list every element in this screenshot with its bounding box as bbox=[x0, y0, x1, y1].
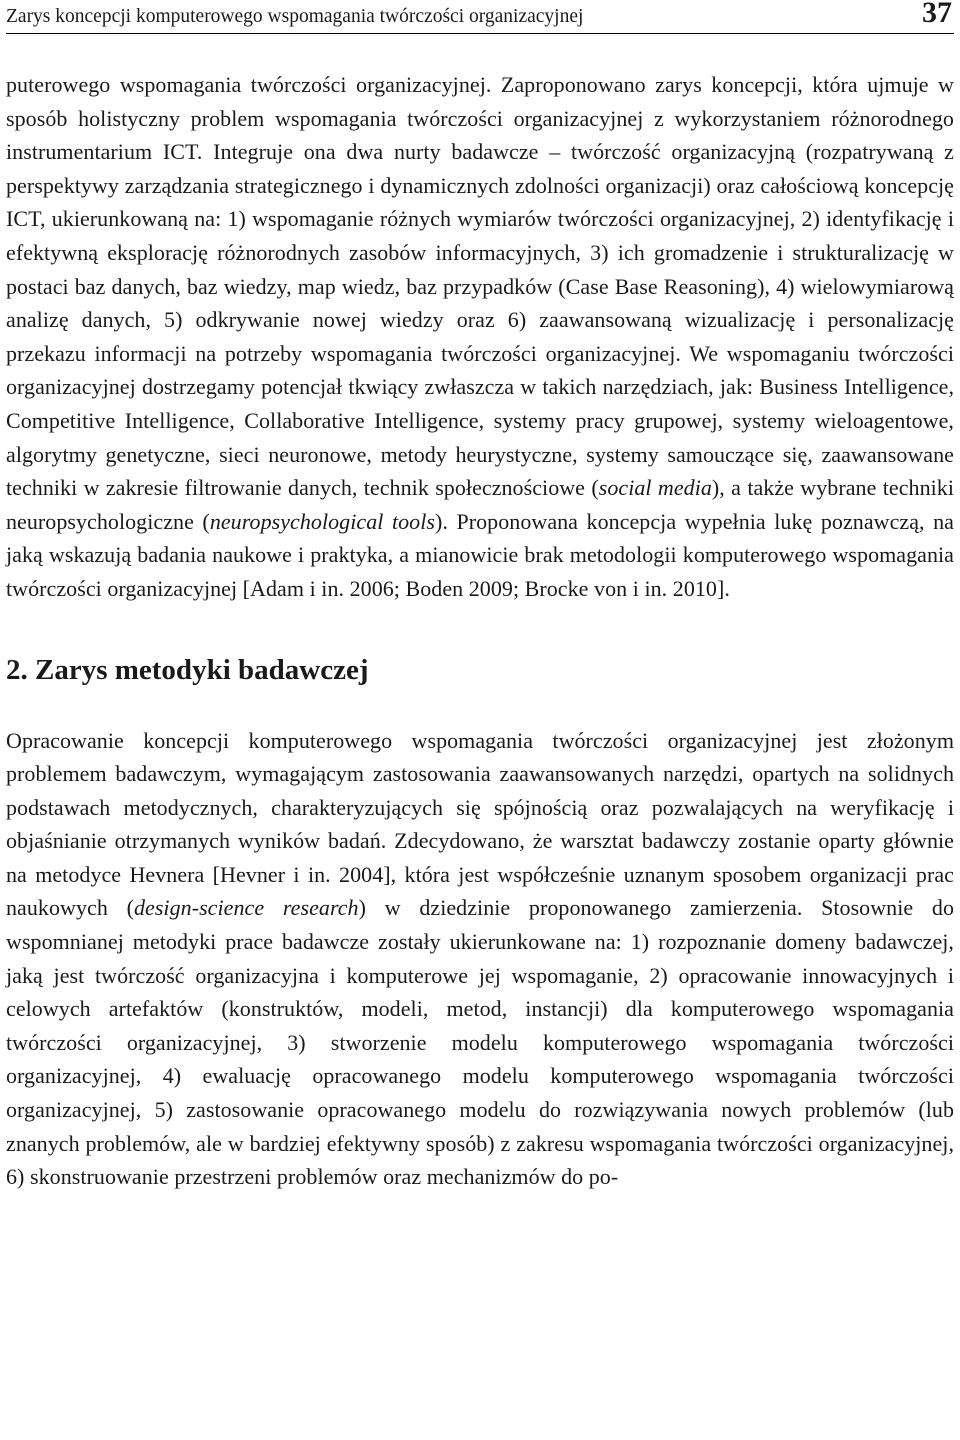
paragraph-text: puterowego wspomagania twórczości organizacyjnej. Zaproponowano zarys koncepcji, która ujmuje w sposób holistyczny problem wspomagania twórczości organizacyjnej z wykorzystaniem różnorodnego instrumentarium ICT. Integruje ona dwa nurty badawcze – twórczość organizacyjną (rozpatrywaną z perspektywy zarządzania strategicznego i dynamicznych zdolności organizacji) oraz całościową koncepcję ICT, ukierunkowaną na: 1) wspomaganie różnych wymiarów twórczości organizacyjnej, 2) identyfikację i efektywną eksplorację różnorodnych zasobów informacyjnych, 3) ich gromadzenie i strukturalizację w postaci baz danych, baz wiedzy, map wiedz, baz przypadków (Case Base Reasoning), 4) wielowymiarową analizę danych, 5) odkrywanie nowej wiedzy oraz 6) zaawansowaną wizualizację i personalizację przekazu informacji na potrzeby wspomagania twórczości organizacyjnej. We wspomaganiu twórczości organizacyjnej dostrzegamy potencjał tkwiący zwłaszcza w takich narzędziach, jak: Business Intelligence, Competitive Intelligence, Collaborative Intelligence, systemy pracy grupowej, systemy wieloagentowe, algorytmy genetyczne, sieci neuronowe, metody heurystyczne, systemy samouczące się, zaawansowane techniki w zakresie filtrowanie danych, technik społecznościowe ( bbox=[6, 72, 954, 501]
paragraph-text: ). Proponowana koncepcja wypełnia lukę poznawczą, na jaką wskazują badania naukowe i praktyka, a mianowicie brak metodologii komputerowego wspomagania twórczości organizacyjnej [Adam i in. 2006; Boden 2009; Brocke von i in. 2010]. bbox=[6, 508, 954, 601]
italic-term: social media bbox=[598, 475, 712, 501]
paragraph-text: ) w dziedzinie proponowanego zamierzenia. Stosownie do wspomnianej metodyki prace badawcze zostały ukierunkowane na: 1) rozpoznanie domeny badawczej, jaką jest twórczość organizacyjna i komputerowe jej wspomaganie, 2) opracowanie innowacyjnych i celowych artefaktów (konstruktów, modeli, metod, instancji) dla komputerowego wspomagania twórczości organizacyjnej, 3) stworzenie modelu komputerowego wspomagania twórczości organizacyjnej, 4) ewaluację opracowanego modelu komputerowego wspomagania twórczości organizacyjnej, 5) zastosowanie opracowanego modelu do rozwiązywania nowych problemów (lub znanych problemów, ale w bardziej efektywny sposób) z zakresu wspomagania twórczości organizacyjnej, 6) skonstruowanie przestrzeni problemów oraz mechanizmów do po- bbox=[6, 895, 955, 1190]
italic-term: design-science research bbox=[133, 895, 359, 921]
document-page bbox=[6, 0, 954, 1194]
section-heading: 2. Zarys metodyki badawczej bbox=[6, 653, 369, 686]
paragraph-continuation bbox=[6, 68, 954, 606]
paragraph-text: ), a także wybrane techniki neuropsychologiczne ( bbox=[6, 475, 954, 534]
running-header bbox=[6, 0, 954, 34]
page-number: 37 bbox=[922, 0, 952, 29]
body-text bbox=[6, 68, 954, 1194]
section-paragraph bbox=[6, 724, 954, 1194]
paragraph-text: Opracowanie koncepcji komputerowego wspomagania twórczości organizacyjnej jest złożonym problemem badawczym, wymagającym zastosowania zaawansowanych narzędzi, opartych na solidnych podstawach metodycznych, charakteryzujących się spójnością oraz pozwalających na weryfikację i objaśnianie otrzymanych wyników badań. Zdecydowano, że warsztat badawczy zostanie oparty głównie na metodyce Hevnera [Hevner i in. 2004], która jest współcześnie uznanym sposobem organizacji prac naukowych ( bbox=[6, 727, 954, 921]
running-header-title: Zarys koncepcji komputerowego wspomagania twórczości organizacyjnej bbox=[6, 6, 584, 27]
italic-term: neuropsychological tools bbox=[209, 508, 435, 534]
